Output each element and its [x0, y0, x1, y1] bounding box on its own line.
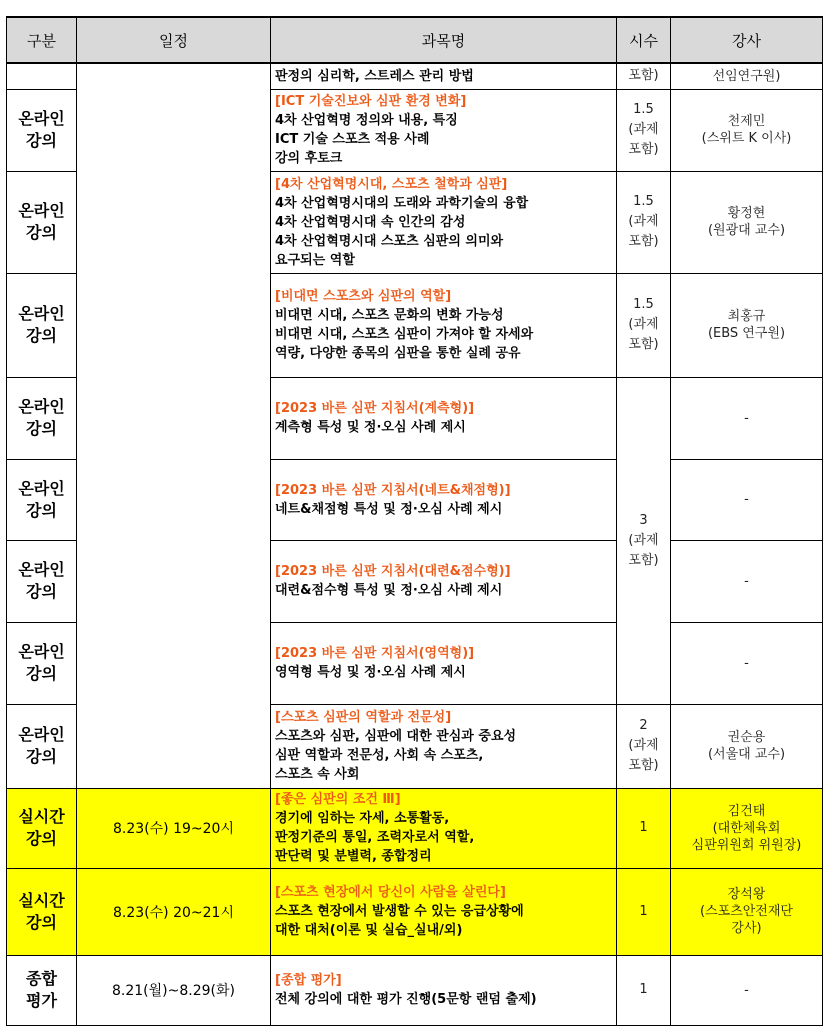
- subject-line: 요구되는 역할: [275, 252, 355, 268]
- instructor-cell: -: [671, 377, 823, 459]
- category-text: 온라인 강의: [18, 560, 65, 601]
- header-subject: 과목명: [271, 17, 617, 63]
- subject-line: 4차 산업혁명시대의 도래와 과학기술의 융합: [275, 195, 529, 211]
- instructor-cell: [671, 273, 823, 377]
- instructor-cell: 선임연구원): [671, 63, 823, 89]
- subject-line: 판정기준의 통일, 조력자로서 역할,: [275, 830, 475, 845]
- subject-cell: [271, 171, 617, 273]
- subject-title: [좋은 심판의 조건 Ⅲ]: [275, 792, 401, 807]
- schedule-cell: 8.23(수) 19~20시: [77, 788, 271, 868]
- category-cell: [7, 622, 77, 704]
- subject-cell: [271, 63, 617, 89]
- subject-line: 스포츠와 심판, 심판에 대한 관심과 중요성: [275, 729, 517, 744]
- instructor-cell: -: [671, 622, 823, 704]
- subject-line: 대한 대처(이론 및 실습_실내/외): [275, 923, 463, 938]
- schedule-cell-online: [77, 63, 271, 788]
- subject-line: ICT 기술 스포츠 적용 사례: [275, 132, 430, 147]
- subject-cell: [271, 868, 617, 955]
- hours-text: 1.5 (과제 포함): [628, 102, 659, 157]
- category-cell: [7, 89, 77, 171]
- category-cell: [7, 704, 77, 788]
- hours-cell: 1: [617, 868, 671, 955]
- hours-text: 2 (과제 포함): [628, 718, 659, 773]
- category-cell: [7, 63, 77, 89]
- hours-text: 1.5 (과제 포함): [628, 297, 659, 352]
- subject-title: [2023 바른 심판 지침서(대련&점수형)]: [275, 564, 511, 579]
- category-text: 온라인 강의: [18, 397, 65, 438]
- instructor-text: 김건태 (대한체육회 심판위원회 위원장): [691, 803, 802, 853]
- instructor-text: 최홍규 (EBS 연구원): [707, 309, 786, 341]
- hours-cell: [617, 273, 671, 377]
- instructor-cell: -: [671, 459, 823, 540]
- subject-line: 판단력 및 분별력, 종합정리: [275, 849, 432, 864]
- subject-cell: [271, 273, 617, 377]
- subject-line: 심판 역할과 전문성, 사회 속 스포츠,: [275, 748, 484, 763]
- instructor-cell: -: [671, 540, 823, 622]
- subject-title: [비대면 스포츠와 심판의 역할]: [275, 289, 452, 304]
- subject-line: 대련&점수형 특성 및 정·오심 사례 제시: [275, 583, 503, 598]
- subject-title: [2023 바른 심판 지침서(계측형)]: [275, 401, 475, 416]
- category-cell: [7, 540, 77, 622]
- category-text: 온라인 강의: [18, 109, 65, 150]
- category-cell: [7, 955, 77, 1025]
- hours-text: 3 (과제 포함): [628, 512, 659, 568]
- subject-line: 역량, 다양한 종목의 심판을 통한 실례 공유: [275, 346, 521, 361]
- subject-line: 계측형 특성 및 정·오심 사례 제시: [275, 420, 466, 435]
- hours-cell: [617, 171, 671, 273]
- category-cell: [7, 868, 77, 955]
- category-cell: [7, 377, 77, 459]
- subject-line: 비대면 시대, 스포츠 문화의 변화 가능성: [275, 308, 504, 323]
- subject-line: 4차 산업혁명시대 속 인간의 감성: [275, 214, 466, 230]
- category-text: 온라인 강의: [18, 642, 65, 683]
- subject-cell: [271, 459, 617, 540]
- category-cell: [7, 273, 77, 377]
- instructor-cell: [671, 704, 823, 788]
- table-row-realtime: [7, 868, 823, 955]
- subject-title: [2023 바른 심판 지침서(영역형)]: [275, 646, 475, 661]
- instructor-cell: [671, 788, 823, 868]
- table-row-realtime: [7, 788, 823, 868]
- table-row: [7, 955, 823, 1025]
- subject-line: 4차 산업혁명시대 스포츠 심판의 의미와: [275, 233, 504, 249]
- subject-cell: [271, 89, 617, 171]
- category-text: 종합 평가: [26, 969, 57, 1010]
- subject-line: 전체 강의에 대한 평가 진행(5문항 랜덤 출제): [275, 992, 537, 1007]
- category-cell: [7, 459, 77, 540]
- instructor-cell: [671, 171, 823, 273]
- subject-title: [2023 바른 심판 지침서(네트&채점형)]: [275, 482, 511, 498]
- hours-cell: [617, 89, 671, 171]
- schedule-cell: 8.21(월)~8.29(화): [77, 955, 271, 1025]
- subject-line: 비대면 시대, 스포츠 심판이 가져야 할 자세와: [275, 327, 534, 342]
- instructor-text: 장석왕 (스포츠안전재단 강사): [700, 887, 793, 936]
- table-row: [7, 63, 823, 89]
- subject-line: 경기에 임하는 자세, 소통활동,: [275, 811, 450, 826]
- instructor-cell: [671, 868, 823, 955]
- hours-text: 1.5 (과제 포함): [628, 194, 659, 249]
- category-text: 온라인 강의: [18, 725, 65, 766]
- instructor-text: 권순용 (서울대 교수): [707, 730, 786, 762]
- category-text: 온라인 강의: [18, 304, 65, 345]
- subject-line: 판정의 심리학, 스트레스 관리 방법: [275, 68, 474, 84]
- subject-line: 네트&채점형 특성 및 정·오심 사례 제시: [275, 501, 503, 517]
- hours-cell: 1: [617, 788, 671, 868]
- subject-line: 스포츠 현장에서 발생할 수 있는 응급상황에: [275, 904, 524, 919]
- header-schedule: 일정: [77, 17, 271, 63]
- subject-title: [스포츠 심판의 역할과 전문성]: [275, 710, 452, 725]
- instructor-text: 천제민 (스위트 K 이사): [701, 114, 792, 146]
- subject-title: [ICT 기술진보와 심판 환경 변화]: [275, 94, 467, 109]
- subject-line: 영역형 특성 및 정·오심 사례 제시: [275, 665, 466, 680]
- category-text: 실시간 강의: [18, 807, 65, 848]
- subject-line: 강의 후토크: [275, 151, 343, 166]
- category-cell: [7, 788, 77, 868]
- subject-cell: [271, 704, 617, 788]
- category-text: 실시간 강의: [18, 890, 65, 932]
- category-text: 온라인 강의: [18, 478, 65, 520]
- subject-cell: [271, 788, 617, 868]
- schedule-cell: 8.23(수) 20~21시: [77, 868, 271, 955]
- subject-title: [4차 산업혁명시대, 스포츠 철학과 심판]: [275, 176, 508, 192]
- subject-cell: [271, 622, 617, 704]
- header-row: [7, 17, 823, 63]
- hours-cell: [617, 377, 671, 704]
- hours-cell: 포함): [617, 63, 671, 89]
- subject-cell: [271, 540, 617, 622]
- subject-cell: [271, 377, 617, 459]
- instructor-cell: -: [671, 955, 823, 1025]
- instructor-text: 황정현 (원광대 교수): [707, 206, 786, 238]
- category-text: 온라인 강의: [18, 201, 65, 242]
- header-instructor: 강사: [671, 17, 823, 63]
- hours-cell: [617, 704, 671, 788]
- schedule-table: [6, 16, 823, 1026]
- hours-cell: 1: [617, 955, 671, 1025]
- subject-title: [종합 평가]: [275, 973, 342, 988]
- header-hours: 시수: [617, 17, 671, 63]
- subject-line: 4차 산업혁명 정의와 내용, 특징: [275, 113, 458, 128]
- category-cell: [7, 171, 77, 273]
- subject-line: 스포츠 속 사회: [275, 767, 360, 782]
- subject-title: [스포츠 현장에서 당신이 사람을 살린다]: [275, 885, 506, 900]
- subject-cell: [271, 955, 617, 1025]
- instructor-cell: [671, 89, 823, 171]
- header-category: 구분: [7, 17, 77, 63]
